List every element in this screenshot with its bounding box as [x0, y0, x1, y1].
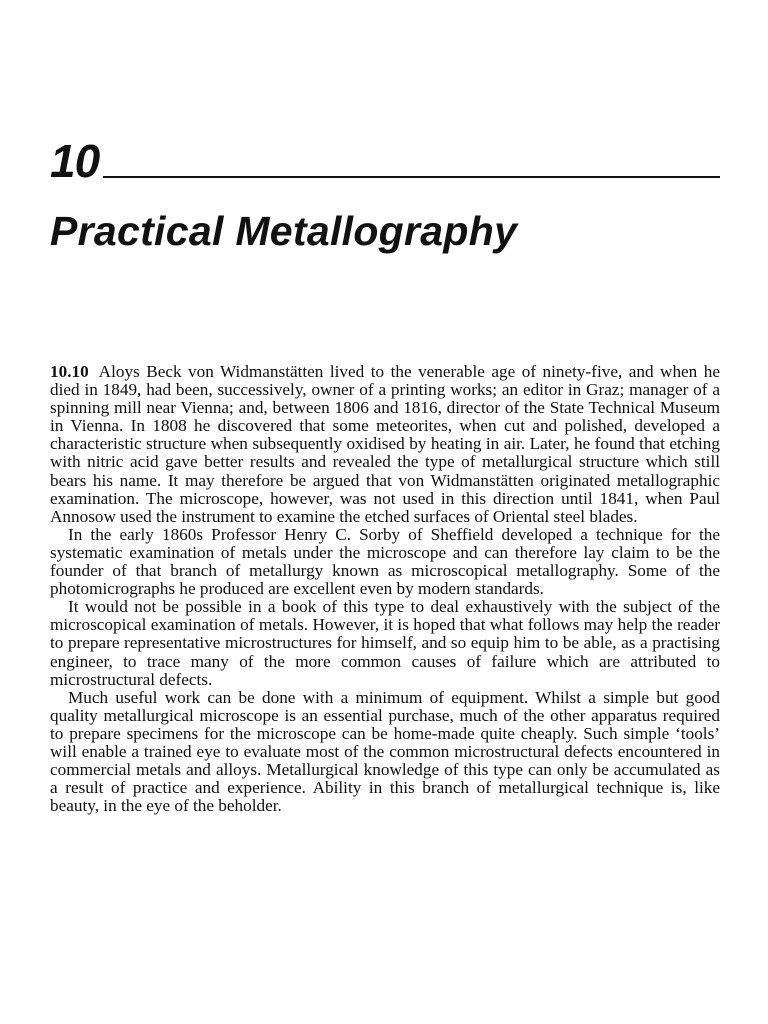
section-body	[50, 363, 720, 815]
chapter-number: 10	[50, 135, 100, 187]
chapter-rule	[103, 176, 720, 178]
chapter-number-row	[50, 135, 720, 187]
paragraph-1	[50, 363, 720, 526]
paragraph-3: It would not be possible in a book of this type to deal exhaustively with the subject of the microscopical examination of metals. However, it is hoped that what follows may help the reader to prepare representative microstructures for himself, and so equip him to be able, as a practising engineer, to trace many of the more common causes of failure which are attributed to microstructural defects.	[50, 597, 720, 689]
section-number: 10.10	[50, 362, 89, 381]
chapter-heading	[50, 136, 720, 256]
paragraph-1-text: Aloys Beck von Widmanstätten lived to the venerable age of ninety-five, and when he died in 1849, had been, successively, owner of a printing works; an editor in Graz; manager of a spinning mill near Vienna; and, between 1806 and 1816, director of the State Technical Museum in Vienna. In 1808 he discovered that some meteorites, when cut and polished, developed a characteristic structure when subsequently oxidised by heating in air. Later, he found that etching with nitric acid gave better results and revealed the type of metallurgical structure which still bears his name. It may therefore be argued that von Widmanstätten originated metallographic examination. The microscope, however, was not used in this direction until 1841, when Paul Annosow used the instrument to examine the etched surfaces of Oriental steel blades.	[50, 362, 720, 526]
paragraph-4: Much useful work can be done with a minimum of equipment. Whilst a simple but good quality metallurgical microscope is an essential purchase, much of the other apparatus required to prepare specimens for the microscope can be home-made quite cheaply. Such simple ‘tools’ will enable a trained eye to evaluate most of the common microstructural defects encountered in commercial metals and alloys. Metallurgical knowledge of this type can only be accumulated as a result of practice and experience. Ability in this branch of metallurgical technique is, like beauty, in the eye of the beholder.	[50, 687, 720, 816]
paragraph-2: In the early 1860s Professor Henry C. Sorby of Sheffield developed a technique for the systematic examination of metals under the microscope and can therefore lay claim to be the founder of that branch of metallurgy known as microscopical metallography. Some of the photomicrographs he produced are excellent even by modern standards.	[50, 524, 720, 599]
chapter-title: Practical Metallography	[50, 208, 518, 254]
